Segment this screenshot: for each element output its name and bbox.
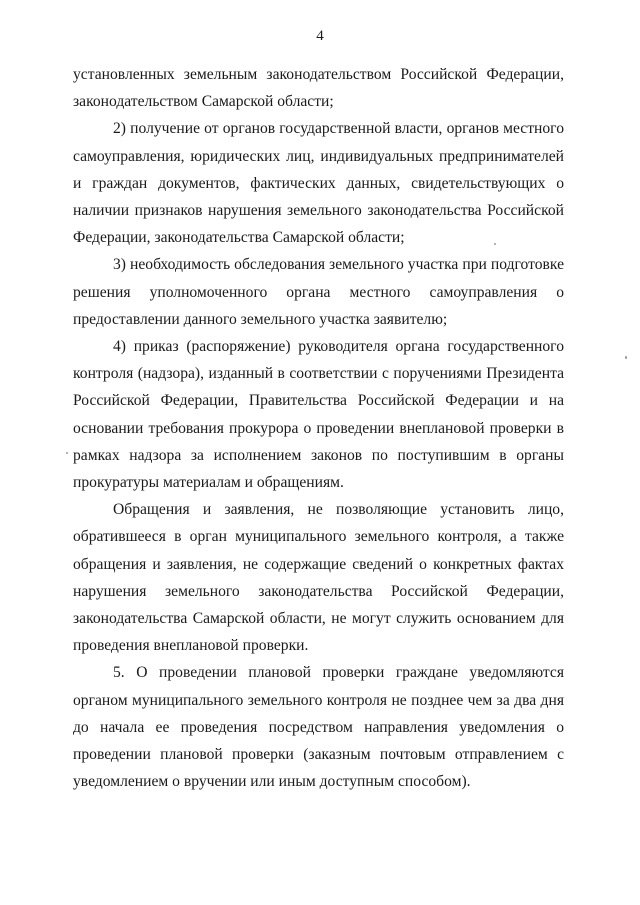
document-body: [73, 61, 564, 795]
paragraph-section-5: 5. О проведении плановой проверки граждане уведомляются органом муниципального земельного контроля не позднее чем за два дня до начала ее проведения посредством направления уведомления о проведении плановой проверки (заказным почтовым отправлением с уведомлением о вручении или иным доступным способом).: [73, 664, 564, 791]
scan-speck: [66, 452, 68, 454]
scan-speck: [625, 356, 627, 359]
paragraph-item-2: 2) получение от органов государственной власти, органов местного самоуправления, юридических лиц, индивидуальных предпринимателей и граждан документов, фактических данных, свидетельствующих о наличии признаков нарушения земельного законодательства Российской Федерации, законодательства Самарской области;: [73, 120, 564, 247]
paragraph-item-4: 4) приказ (распоряжение) руководителя органа государственного контроля (надзора), изданный в соответствии с поручениями Президента Российской Федерации, Правительства Российской Федерации и на основании требования прокурора о проведении внеплановой проверки в рамках надзора за исполнением законов по поступившим в органы прокуратуры материалам и обращениям.: [73, 338, 564, 492]
paragraph-continuation: установленных земельным законодательством Российской Федерации, законодательством Самарской области;: [73, 66, 564, 111]
page-number: 4: [316, 28, 324, 44]
paragraph-appeals: Обращения и заявления, не позволяющие установить лицо, обратившееся в орган муниципального земельного контроля, а также обращения и заявления, не содержащие сведений о конкретных фактах нарушения земельного законодательства Российской Федерации, законодательства Самарской области, не могут служить основанием для проведения внеплановой проверки.: [73, 501, 564, 655]
paragraph-item-3: 3) необходимость обследования земельного участка при подготовке решения уполномоченного органа местного самоуправления о предоставлении данного земельного участка заявителю;: [73, 256, 564, 328]
scan-speck: [494, 243, 496, 245]
